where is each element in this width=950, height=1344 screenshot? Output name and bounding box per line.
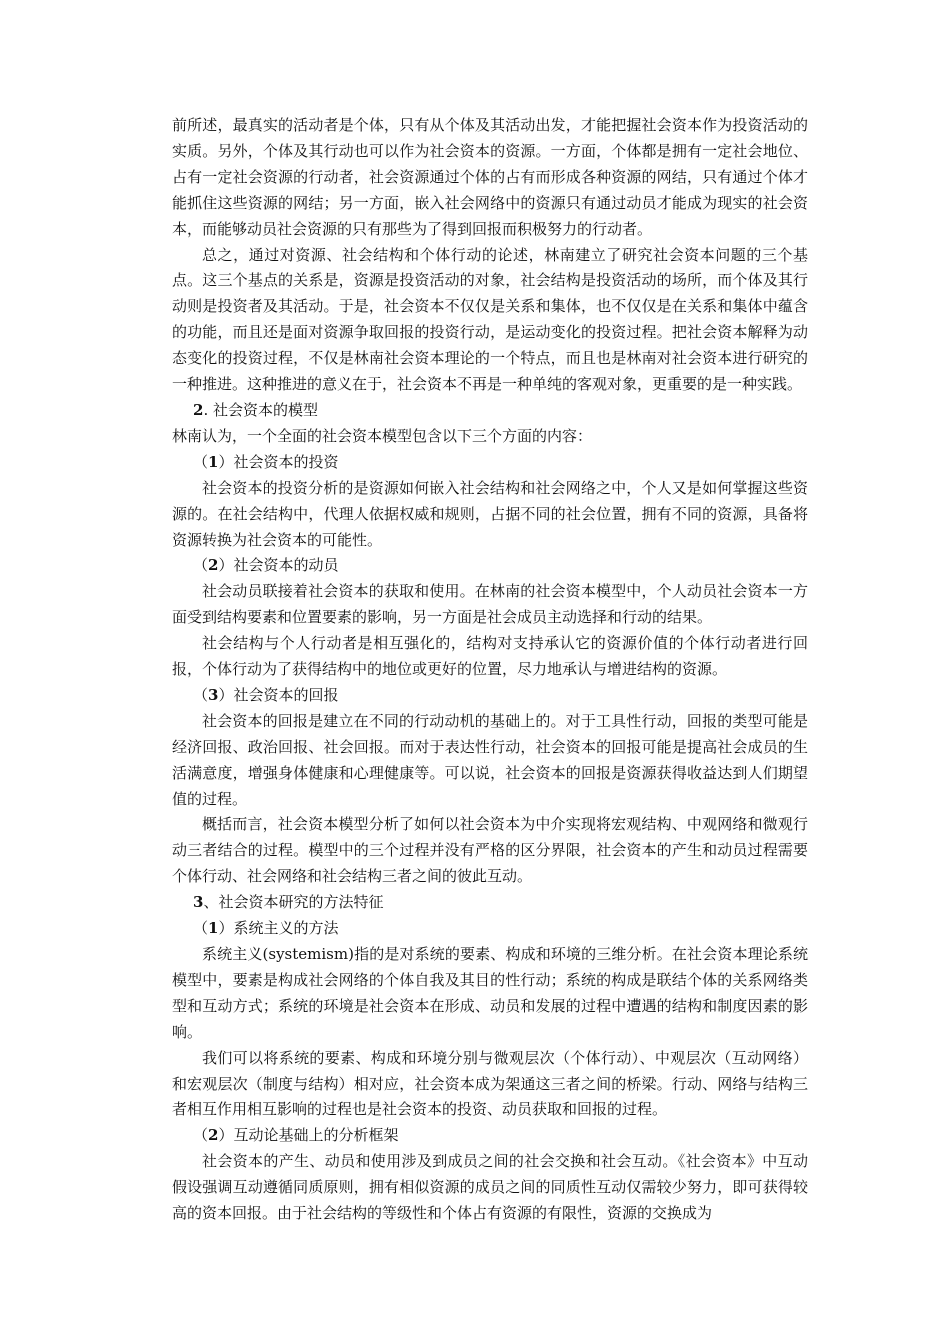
subheading-2-1-open: （ [193, 452, 209, 471]
document-page [172, 113, 808, 1227]
section-heading-3-text: 、社会资本研究的方法特征 [203, 893, 384, 912]
subheading-2-2 [172, 553, 808, 579]
paragraph-3: 林南认为，一个全面的社会资本模型包含以下三个方面的内容： [172, 426, 593, 445]
paragraph-4: 社会资本的投资分析的是资源如何嵌入社会结构和社会网络之中，个人又是如何掌握这些资源的。在社会结构中，代理人依据权威和规则，占据不同的社会位置，拥有不同的资源，具备将资源转换为社会资本的可能性。 [172, 478, 808, 549]
paragraph-6: 社会结构与个人行动者是相互强化的，结构对支持承认它的资源价值的个体行动者进行回报，个体行动为了获得结构中的地位或更好的位置，尽力地承认与增进结构的资源。 [172, 634, 808, 679]
paragraph-11: 社会资本的产生、动员和使用涉及到成员之间的社会交换和社会互动。《社会资本》中互动假设强调互动遵循同质原则，拥有相似资源的成员之间的同质性互动仅需较少努力，即可获得较高的资本回报。由于社会结构的等级性和个体占有资源的有限性，资源的交换成为 [172, 1152, 808, 1223]
subheading-3-2-text: ）互动论基础上的分析框架 [218, 1126, 399, 1145]
subheading-2-2-text: ）社会资本的动员 [218, 556, 339, 575]
subheading-3-2-open: （ [193, 1126, 209, 1145]
paragraph-1: 前所述，最真实的活动者是个体，只有从个体及其活动出发，才能把握社会资本作为投资活动的实质。另外，个体及其行动也可以作为社会资本的资源。一方面，个体都是拥有一定社会地位、占有一定社会资源的行动者，社会资源通过个体的占有而形成各种资源的网结，只有通过个体才能抓住这些资源的网结；另一方面，嵌入社会网络中的资源只有通过动员才能成为现实的社会资本，而能够动员社会资源的只有那些为了得到回报而积极努力的行动者。 [172, 116, 808, 238]
section-heading-3 [172, 890, 808, 916]
paragraph-10: 我们可以将系统的要素、构成和环境分别与微观层次（个体行动）、中观层次（互动网络）和宏观层次（制度与结构）相对应，社会资本成为架通这三者之间的桥梁。行动、网络与结构三者相互作用相互影响的过程也是社会资本的投资、动员获取和回报的过程。 [172, 1048, 808, 1119]
subheading-2-2-open: （ [193, 556, 209, 575]
subheading-3-1-open: （ [193, 919, 209, 938]
section-heading-2-text: . 社会资本的模型 [203, 400, 318, 419]
section-heading-2-number: 2 [193, 400, 204, 419]
paragraph-7: 社会资本的回报是建立在不同的行动动机的基础上的。对于工具性行动，回报的类型可能是经济回报、政治回报、社会回报。而对于表达性行动，社会资本的回报可能是提高社会成员的生活满意度，增强身体健康和心理健康等。可以说，社会资本的回报是资源获得收益达到人们期望值的过程。 [172, 711, 808, 808]
paragraph-2: 总之，通过对资源、社会结构和个体行动的论述，林南建立了研究社会资本问题的三个基点。这三个基点的关系是，资源是投资活动的对象，社会结构是投资活动的场所，而个体及其行动则是投资者及其活动。于是，社会资本不仅仅是关系和集体，也不仅仅是在关系和集体中蕴含的功能，而且还是面对资源争取回报的投资行动，是运动变化的投资过程。把社会资本解释为动态变化的投资过程，不仅是林南社会资本理论的一个特点，而且也是林南对社会资本进行研究的一种推进。这种推进的意义在于，社会资本不再是一种单纯的客观对象，更重要的是一种实践。 [172, 245, 808, 394]
subheading-3-1 [172, 916, 808, 942]
subheading-3-2 [172, 1123, 808, 1149]
subheading-3-1-text: ）系统主义的方法 [218, 919, 339, 938]
subheading-2-3-text: ）社会资本的回报 [218, 685, 339, 704]
section-heading-3-number: 3 [193, 893, 204, 912]
subheading-2-3-number: 3 [208, 685, 219, 704]
paragraph-8: 概括而言，社会资本模型分析了如何以社会资本为中介实现将宏观结构、中观网络和微观行动三者结合的过程。模型中的三个过程并没有严格的区分界限，社会资本的产生和动员过程需要个体行动、社会网络和社会结构三者之间的彼此互动。 [172, 815, 808, 886]
subheading-2-1-text: ）社会资本的投资 [218, 452, 339, 471]
subheading-2-3 [172, 683, 808, 709]
subheading-2-2-number: 2 [208, 556, 219, 575]
subheading-2-3-open: （ [193, 685, 209, 704]
paragraph-9: 系统主义(systemism)指的是对系统的要素、构成和环境的三维分析。在社会资本理论系统模型中，要素是构成社会网络的个体自我及其目的性行动；系统的构成是联结个体的关系网络类型和互动方式；系统的环境是社会资本在形成、动员和发展的过程中遭遇的结构和制度因素的影响。 [172, 945, 808, 1041]
paragraph-5: 社会动员联接着社会资本的获取和使用。在林南的社会资本模型中，个人动员社会资本一方面受到结构要素和位置要素的影响，另一方面是社会成员主动选择和行动的结果。 [172, 582, 808, 627]
section-heading-2 [172, 398, 808, 424]
subheading-2-1-number: 1 [208, 452, 219, 471]
subheading-2-1 [172, 450, 808, 476]
subheading-3-2-number: 2 [208, 1126, 219, 1145]
subheading-3-1-number: 1 [208, 919, 219, 938]
